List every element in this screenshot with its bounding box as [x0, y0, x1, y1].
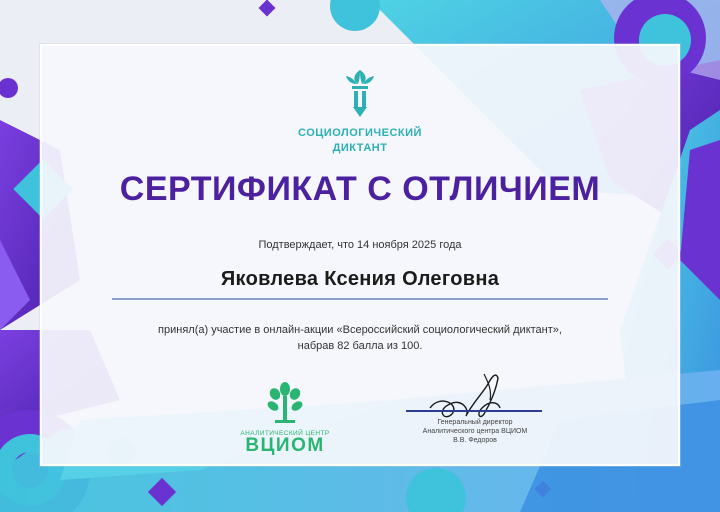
participation-line1: принял(а) участие в онлайн-акции «Всероссийский социологический диктант»,: [158, 324, 562, 336]
vciom-logo: [230, 382, 340, 455]
vciom-subtitle: АНАЛИТИЧЕСКИЙ ЦЕНТР: [240, 430, 330, 437]
recipient-name: Яковлева Ксения Олеговна: [220, 268, 500, 290]
participation-line2: набрав 82 балла из 100.: [297, 340, 423, 352]
certificate-title: СЕРТИФИКАТ С ОТЛИЧИЕМ: [119, 170, 601, 208]
signatory-block: [400, 418, 550, 445]
name-underline: [112, 298, 608, 300]
tree-icon: [265, 382, 305, 424]
event-title-line1: СОЦИОЛОГИЧЕСКИЙ: [298, 127, 422, 139]
signatory-title-line1: Генеральный директор: [437, 419, 513, 426]
signature-line: [406, 410, 542, 412]
signatory-title-line2: Аналитического центра ВЦИОМ: [422, 428, 528, 435]
leaf-pen-icon: [340, 64, 380, 118]
signatory-name: В.В. Федоров: [453, 437, 497, 444]
confirm-text: Подтверждает, что 14 ноября 2025 года: [258, 239, 462, 251]
event-title-line2: ДИКТАНТ: [332, 142, 388, 154]
vciom-name: ВЦИОМ: [245, 435, 325, 456]
event-title: [0, 126, 720, 156]
participation-text: [0, 322, 720, 354]
